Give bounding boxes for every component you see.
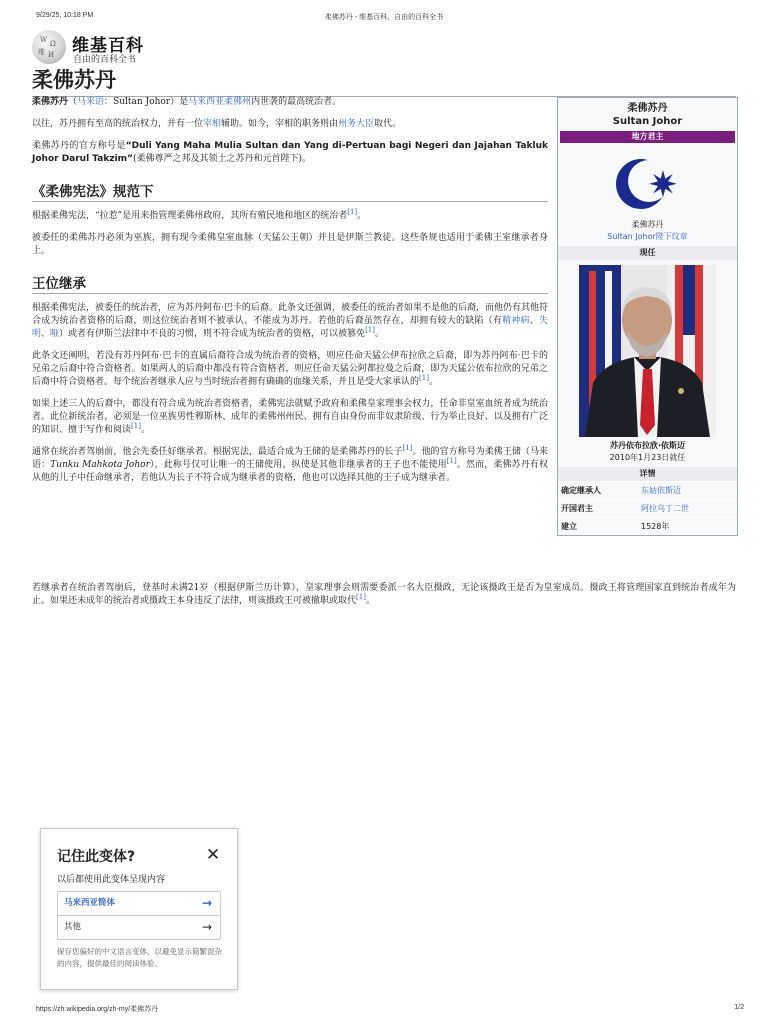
text-run: 。 [428, 377, 438, 387]
infobox-title [558, 98, 737, 128]
close-icon[interactable]: ✕ [205, 845, 221, 865]
malay-name: Sultan Johor [113, 97, 171, 107]
section2-paragraph-4 [32, 446, 548, 485]
text-run: 取代。 [374, 119, 402, 129]
text-run: 、 [529, 316, 539, 326]
text-run: 此条文还阐明，若没有苏丹阿布·巴卡的直属后裔符合成为统治者的资格，则应任命天猛公伊布拉欣之后裔，即为苏丹阿布·巴卡的兄弟之后裔中符合资格者。如果两人的后裔中都没有符合资格者，则应任命天猛公阿都拉曼之后裔，即为天猛公依布拉欣的兄弟之后裔中符合资格者。每个统治者继承人应与当时统治者拥有确确的血缘关系，并且是受大家承认的 [32, 351, 548, 387]
text-run: 。 [365, 596, 375, 606]
intro-paragraph-3 [32, 140, 548, 166]
emblem-caption-2[interactable]: Sultan Johor陛下纹章 [607, 232, 688, 241]
text-run: 以往，苏丹拥有至高的统治权力，并有一位 [32, 119, 204, 129]
link-johor[interactable]: 柔佛州 [224, 97, 252, 107]
option-label: 其他 [64, 922, 82, 932]
text-run: 通常在统治者驾崩前，他会先委任好继承者。根据宪法，最适合成为王储的是柔佛苏丹的长子 [32, 447, 403, 457]
section2-paragraph-3 [32, 398, 548, 437]
infobox-row-key: 确定继承人 [561, 486, 601, 495]
print-page-number: 1/2 [734, 1004, 744, 1011]
intro-paragraph-2 [32, 118, 548, 131]
emblem-caption-1: 柔佛苏丹 [631, 220, 664, 229]
reference-link[interactable]: [1] [446, 457, 457, 465]
text-run: （ [68, 97, 78, 107]
arrow-right-icon: → [201, 896, 212, 910]
incumbent-name[interactable]: 苏丹依布拉欣·依斯迈 [609, 441, 686, 450]
intro-bold-term: 柔佛苏丹 [32, 97, 69, 107]
section1-paragraph-1 [32, 210, 548, 223]
page-title: 柔佛苏丹 [32, 64, 736, 97]
text-run: 柔佛苏丹的官方称号是 [32, 141, 126, 151]
reference-link[interactable]: [1] [419, 374, 429, 382]
text-run: 根据柔佛宪法，被委任的统治者，应为苏丹阿布·巴卡的后裔。此条文还强调，被委任的统治者如果不是他的后裔，而他仍有其他符合成为统治者资格的后裔，则这位统治者则不被承认、不能成为苏丹。若他的后裔虽然存在，却拥有较大的缺陷（有 [32, 303, 548, 326]
infobox-row-key: 开国君主 [561, 504, 593, 513]
popup-description: 以后都使用此变体呈现内容 [57, 875, 166, 885]
text-run: 辅助。如今，宰相的职务则由 [221, 119, 339, 129]
infobox [557, 97, 738, 536]
variant-popup [40, 828, 238, 990]
infobox-title-ms: Sultan Johor [612, 116, 683, 127]
johor-crescent-star-emblem-icon[interactable] [608, 153, 688, 215]
link-blindness[interactable]: 失明 [32, 316, 548, 339]
link-mental-illness[interactable]: 精神病 [502, 316, 530, 326]
text-run: 若继承者在统治者驾崩后，登基时未满21岁（根据伊斯兰历计算），皇家理事会则需要委派一名大臣摄政，无论该摄政王是否为皇室成员。摄政王将管理国家直到统治者成年为止。如果还未成年的统治者或摄政王本身违反了法律，则该摄政王可被撤职或取代 [32, 583, 736, 606]
regency-paragraph [32, 582, 736, 608]
article-body [32, 96, 548, 494]
malay-title: Tunku Mahkota Johor [50, 460, 150, 470]
reference-link[interactable]: [1] [365, 326, 375, 334]
infobox-current-header: 现任 [558, 246, 737, 260]
text-run: 。然而，柔佛苏丹有权从他的儿子中任命继承者，若他认为长子不符合成为继承者的资格，他也可以选择其他的王子成为继承者。 [32, 460, 548, 483]
infobox-row-founder [558, 499, 737, 517]
print-header [0, 12, 768, 24]
popup-options [57, 891, 221, 940]
text-run: 。 [357, 211, 367, 221]
popup-footer-text: 保存您偏好的中文语言变体，以避免显示简繁混杂的内容，提供最佳的阅读体验。 [57, 947, 222, 968]
link-malay-language[interactable]: 马来语 [77, 97, 105, 107]
reference-link[interactable]: [1] [356, 593, 366, 601]
link-malaysia[interactable]: 马来西亚 [188, 97, 225, 107]
reference-link[interactable]: [1] [347, 208, 358, 216]
link-menteri-besar[interactable]: 州务大臣 [338, 119, 375, 129]
link-prime-minister[interactable]: 宰相 [203, 119, 222, 129]
infobox-category-bar: 地方君主 [560, 131, 735, 143]
option-label: 马来西亚简体 [64, 898, 116, 908]
logo-subtitle: 自由的百科全书 [73, 55, 137, 65]
infobox-row-key: 建立 [561, 522, 577, 531]
print-datetime: 9/29/25, 10:18 PM [36, 12, 94, 19]
section1-paragraph-2: 被委任的柔佛苏丹必须为巫族，拥有现今柔佛皇室血脉（天猛公王朝）并且是伊斯兰教徒。这些条规也适用于柔佛王室继承者身上。 [32, 233, 548, 256]
text-run: 根据柔佛宪法，“拉惹”是用来指管理柔佛州政府，其所有殖民地和地区的统治者 [32, 211, 348, 221]
infobox-row-value[interactable]: 阿拉乌丁二世 [641, 504, 689, 513]
infobox-row-value: 1528年 [641, 522, 670, 531]
infobox-details-header: 详情 [558, 467, 737, 481]
section2-paragraph-2 [32, 350, 548, 389]
infobox-row-heir [558, 481, 737, 499]
option-malaysia-simplified[interactable] [58, 892, 220, 915]
incumbent-since: 2010年1月23日就任 [609, 453, 686, 462]
intro-paragraph-1 [32, 96, 548, 109]
reference-link[interactable]: [1] [131, 422, 141, 430]
official-title: “Duli Yang Maha Mulia Sultan dan Yang di-Pertuan bagi Negeri dan Jajahan Takluk Johor Darul Takzim” [32, 141, 548, 164]
reference-link[interactable]: [1] [402, 444, 413, 452]
text-run: 。他的官方称号为柔佛王储（马来语： [32, 447, 548, 470]
wikipedia-globe-icon: W Ω 维 И [32, 30, 66, 64]
section-heading-succession: 王位继承 [32, 278, 548, 294]
text-run: 。 [140, 425, 150, 435]
arrow-right-icon: → [201, 920, 212, 934]
infobox-row-value[interactable]: 东姑依斯迈 [641, 486, 681, 495]
text-run: 。 [374, 329, 384, 339]
section2-paragraph-1 [32, 302, 548, 341]
infobox-row-established [558, 517, 737, 535]
text-run: ）是 [170, 97, 189, 107]
text-run: ： [104, 97, 114, 107]
link-muteness[interactable]: 哑 [50, 329, 60, 339]
infobox-title-zh: 柔佛苏丹 [627, 103, 668, 114]
logo-title: 维基百科 [72, 36, 144, 56]
text-run: 内世袭的最高统治者。 [251, 97, 342, 107]
text-run: (柔佛尊严之邦及其领土之苏丹和元首陛下)。 [132, 154, 311, 164]
text-run: 、 [41, 329, 51, 339]
print-footer [0, 1004, 768, 1016]
text-run: 如果上述三人的后裔中，都没有符合成为统治者资格者，柔佛宪法就赋予政府和柔佛皇家理事会权力，任命非皇室血统者成为统治者。此位新统治者，必须是一位巫族男性穆斯林、成年的柔佛州州民、拥有自由身份而非奴隶阶级、行为举止良好、以及拥有广泛的知识、擅于写作和阅读 [32, 399, 548, 435]
print-doc-title: 柔佛苏丹 - 维基百科，自由的百科全书 [324, 14, 444, 21]
sultan-portrait-image[interactable] [579, 265, 716, 437]
option-other[interactable] [58, 915, 220, 939]
text-run: ），此称号仅可让唯一的王储使用，纵使是其他非继承者的王子也不能使用 [149, 460, 447, 470]
popup-title: 记住此变体? [57, 849, 136, 865]
text-run: ）或者有伊斯兰法律中不良的习惯，则不符合成为统治者的资格，可以被篡免 [59, 329, 366, 339]
section-heading-constitution: 《柔佛宪法》规范下 [32, 186, 548, 202]
print-url: https://zh.wikipedia.org/zh-my/柔佛苏丹 [36, 1006, 159, 1013]
